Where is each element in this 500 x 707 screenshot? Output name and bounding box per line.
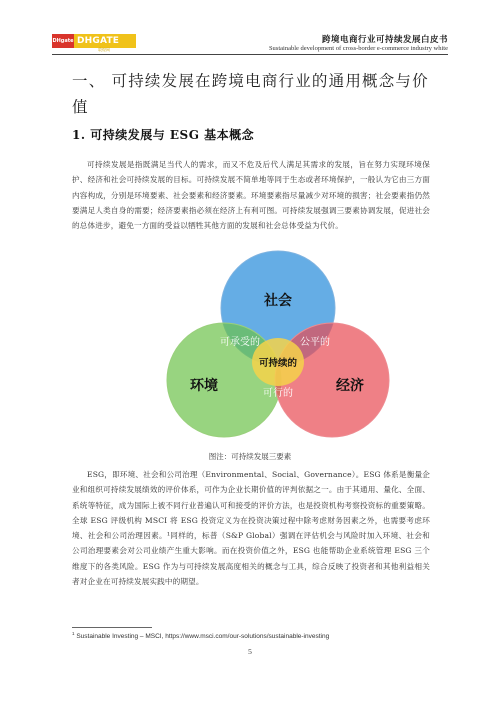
footnote-divider xyxy=(72,627,152,628)
header-subtitle: Sustainable development of cross-border e-commerce industry white xyxy=(268,45,448,52)
page-header xyxy=(0,0,500,60)
label-equitable: 公平的 xyxy=(300,337,330,348)
paragraph-sustainability: 可持续发展是指既满足当代人的需求，而又不危及后代人满足其需求的发展，旨在努力实现环境保护、经济和社会可持续发展的目标。可持续发展不简单地等同于生态或者环境保护，一般认为它由三方面内容构成，分别是环境要素、社会要素和经济要素。环境要素指尽量减少对环境的损害；社会要素指仍然要满足人类自身的需要；经济要素指必须在经济上有利可图。可持续发展强调三要素协调发展，促进社会的总体进步，避免一方面的受益以牺牲其他方面的发展和社会总体受益为代价。 xyxy=(72,160,430,231)
dhgate-logo xyxy=(52,34,136,48)
label-economy: 经济 xyxy=(336,378,364,394)
label-bearable: 可承受的 xyxy=(220,337,260,348)
logo-subtext: 敦煌网 xyxy=(98,47,110,52)
label-environment: 环境 xyxy=(190,378,218,394)
footnote-mark: 1 xyxy=(72,631,75,636)
label-sustainable: 可持续的 xyxy=(258,358,298,369)
logo-text: DHGATE xyxy=(77,36,120,46)
section-heading: 一、 可持续发展在跨境电商行业的通用概念与价值 xyxy=(72,72,429,116)
logo-mark: DHgate xyxy=(52,34,74,48)
footnote xyxy=(72,631,329,640)
header-divider xyxy=(52,54,448,55)
section-subheading: 1. 可持续发展与 ESG 基本概念 xyxy=(72,128,255,142)
figure-caption: 图注：可持续发展三要素 xyxy=(208,452,292,461)
venn-diagram xyxy=(140,250,420,440)
label-social: 社会 xyxy=(264,293,292,309)
footnote-text: Sustainable Investing – MSCI, https://www.msci.com/our-solutions/sustainable-investing xyxy=(74,633,330,641)
label-viable: 可行的 xyxy=(263,388,293,399)
paragraph-esg: ESG，即环境、社会和公司治理（Environmental、Social、Governance）。ESG 体系是衡量企业和组织可持续发展绩效的评价体系，可作为企业长期价值的评判依据之一。由于其通用、量化、全面、系统等特征，成为国际上被不同行业普遍认可和接受的评价方法，也是投资机构考察投资标的重要策略。全球 ESG 评级机构 MSCI 将 ESG 投资定义为在投资决策过程中除考虑财务因素之外，也需要考虑环境、社会和公司治理因素。¹同样的，标普（S&P Global）强调在评估机会与风险时加入环境、社会和公司治理要素会对公司业绩产生重大影响。而在投资价值之外，ESG 也能帮助企业系统管理 ESG 三个维度下的各类风险。ESG 作为与可持续发展高度相关的概念与工具，综合反映了投资者和其他利益相关者对企业在可持续发展实践中的期望。 xyxy=(72,470,430,587)
page-number: 5 xyxy=(248,647,252,656)
header-title: 跨境电商行业可持续发展白皮书 xyxy=(321,35,448,45)
